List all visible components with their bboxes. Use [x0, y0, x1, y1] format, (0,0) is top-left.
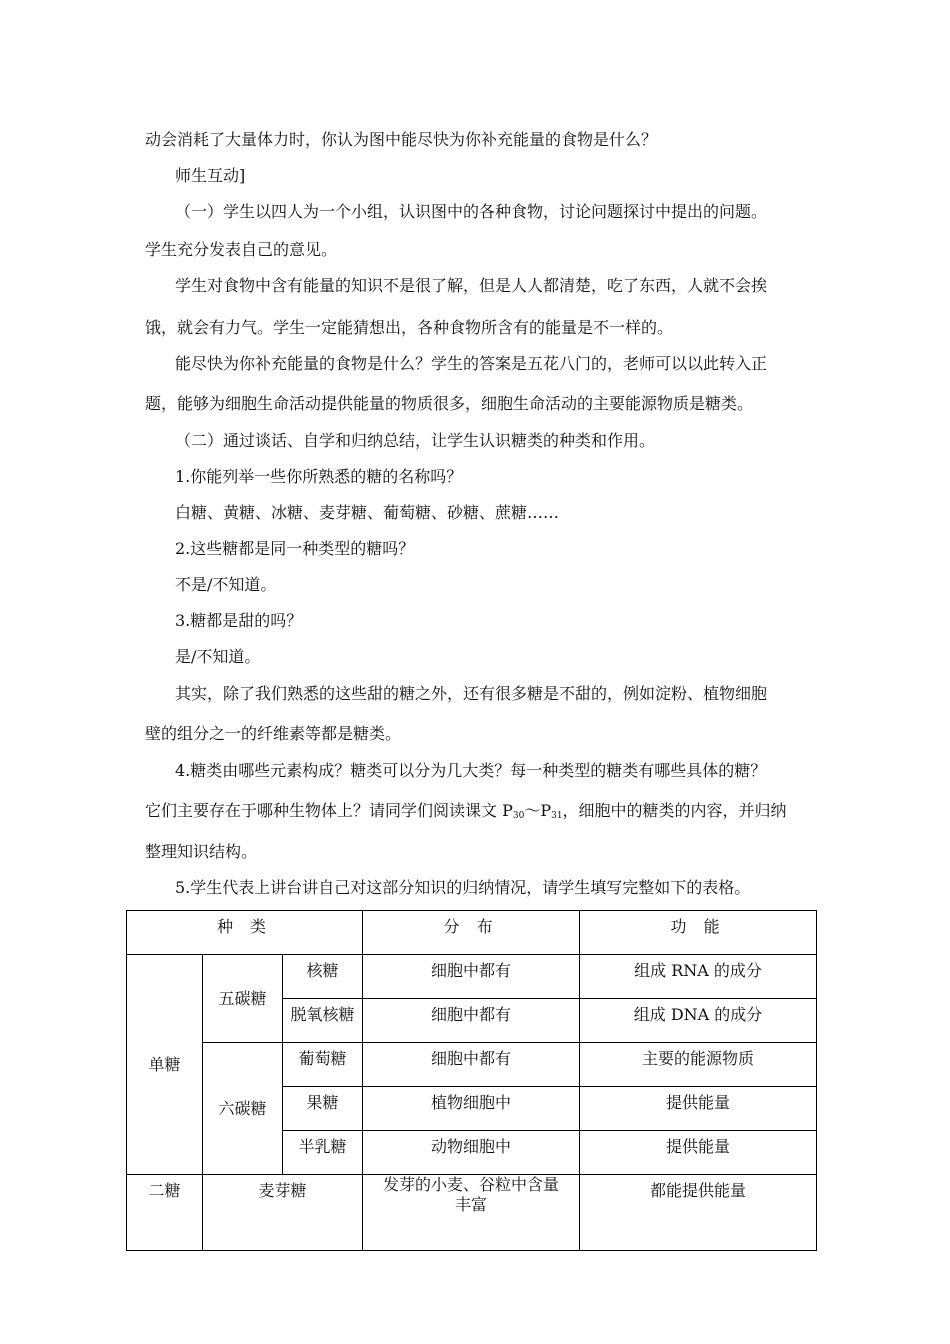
question-line: 3.糖都是甜的吗？ [175, 611, 303, 630]
distribution-line: 发芽的小麦、谷粒中含量 [383, 1175, 560, 1194]
sugar-name: 麦芽糖 [203, 1175, 363, 1251]
sugar-distribution: 动物细胞中 [363, 1131, 580, 1175]
sugar-function: 都能提供能量 [580, 1175, 817, 1251]
header-label: 种 类 [216, 917, 273, 936]
table-row [127, 955, 817, 999]
answer-line: 不是/不知道。 [175, 575, 277, 594]
question-line [145, 801, 787, 826]
header-label: 功 能 [670, 917, 726, 936]
sugar-distribution: 细胞中都有 [363, 955, 580, 999]
paragraph-line: 壁的组分之一的纤维素等都是糖类。 [145, 724, 402, 743]
header-kind [127, 911, 363, 955]
paragraph-line: 题，能够为细胞生命活动提供能量的物质很多，细胞生命活动的主要能源物质是糖类。 [145, 394, 754, 413]
table-header-row [127, 911, 817, 955]
header-label: 分 布 [443, 917, 499, 936]
question-line: 5.学生代表上讲台讲自己对这部分知识的归纳情况，请学生填写完整如下的表格。 [175, 878, 751, 897]
sugar-function: 提供能量 [580, 1087, 817, 1131]
sugar-classification-table [126, 910, 817, 1251]
sugar-distribution: 植物细胞中 [363, 1087, 580, 1131]
text-span: ～P [524, 801, 552, 820]
sugar-function: 组成 DNA 的成分 [580, 999, 817, 1043]
sugar-name: 果糖 [283, 1087, 363, 1131]
sugar-function: 主要的能源物质 [580, 1043, 817, 1087]
question-line: 整理知识结构。 [145, 842, 258, 861]
subscript: 31 [551, 811, 563, 821]
answer-line: 是/不知道。 [175, 647, 261, 666]
answer-line: 白糖、黄糖、冰糖、麦芽糖、葡萄糖、砂糖、蔗糖…… [175, 503, 560, 522]
sugar-function: 提供能量 [580, 1131, 817, 1175]
header-distribution [363, 911, 580, 955]
sugar-name: 葡萄糖 [283, 1043, 363, 1087]
sugar-function: 组成 RNA 的成分 [580, 955, 817, 999]
paragraph-line: （一）学生以四人为一个小组，认识图中的各种食物，讨论问题探讨中提出的问题。 [175, 202, 768, 221]
sugar-name: 核糖 [283, 955, 363, 999]
question-line: 4.糖类由哪些元素构成？糖类可以分为几大类？每一种类型的糖类有哪些具体的糖？ [175, 761, 767, 780]
text-span: ，细胞中的糖类的内容，并归纳 [562, 801, 787, 820]
distribution-line: 丰富 [455, 1195, 488, 1214]
category-monosaccharide: 单糖 [127, 955, 203, 1175]
paragraph-line: 学生充分发表自己的意见。 [145, 240, 338, 259]
paragraph-line: 动会消耗了大量体力时，你认为图中能尽快为你补充能量的食物是什么？ [145, 130, 658, 149]
header-function [580, 911, 817, 955]
paragraph-line: 能尽快为你补充能量的食物是什么？学生的答案是五花八门的，老师可以以此转入正 [175, 354, 768, 373]
paragraph-line: 饿，就会有力气。学生一定能猜想出，各种食物所含有的能量是不一样的。 [145, 318, 674, 337]
paragraph-line: （二）通过谈话、自学和归纳总结，让学生认识糖类的种类和作用。 [175, 431, 656, 450]
category-disaccharide: 二糖 [127, 1175, 203, 1251]
sugar-name: 脱氧核糖 [283, 999, 363, 1043]
paragraph-line: 学生对食物中含有能量的知识不是很了解，但是人人都清楚，吃了东西，人就不会挨 [175, 276, 768, 295]
paragraph-line: 师生互动] [175, 166, 246, 185]
sugar-distribution [363, 1175, 580, 1251]
question-line: 2.这些糖都是同一种类型的糖吗？ [175, 539, 415, 558]
subcategory-hexose: 六碳糖 [203, 1043, 283, 1175]
subscript: 30 [512, 811, 525, 821]
table-row [127, 1175, 817, 1251]
paragraph-line: 其实，除了我们熟悉的这些甜的糖之外，还有很多糖是不甜的，例如淀粉、植物细胞 [175, 684, 768, 703]
sugar-distribution: 细胞中都有 [363, 999, 580, 1043]
sugar-name: 半乳糖 [283, 1131, 363, 1175]
question-line: 1.你能列举一些你所熟悉的糖的名称吗？ [175, 467, 463, 486]
subcategory-pentose: 五碳糖 [203, 955, 283, 1043]
sugar-distribution: 细胞中都有 [363, 1043, 580, 1087]
text-span: 它们主要存在于哪种生物体上？请同学们阅读课文 P [145, 801, 513, 820]
table-row [127, 1043, 817, 1087]
